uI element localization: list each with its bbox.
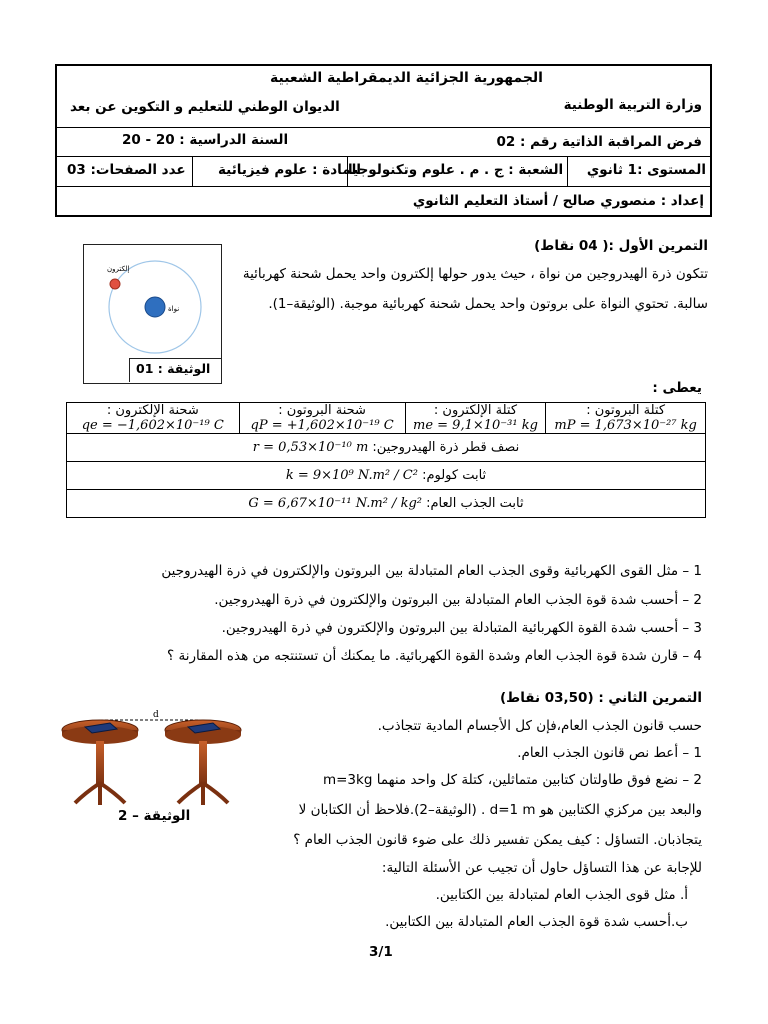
proton-mass-label: كتلة البروتون : (586, 403, 666, 418)
exercise2-title: التمرين الثاني : (03,50 نقاط) (500, 690, 702, 706)
electron-mass-value: me = 9,1×10⁻³¹ kg (413, 418, 538, 433)
exercise1-question-4: 4 – قارن شدة قوة الجذب العام وشدة القوة الكهربائية. ما يمكنك أن تستنتجه من هذه المقارنة ؟ (167, 648, 702, 664)
exercise1-question-1: 1 – مثل القوى الكهربائية وقوى الجذب العام المتبادلة بين البروتون والإلكترون في ذرة الهيدروجين (161, 563, 702, 579)
exercise2-question-2-line2: والبعد بين مركزي الكتابين هو d=1 m . (الوثيقة–2).فلاحظ أن الكتابان لا (298, 802, 702, 818)
page-number: 3/1 (369, 944, 393, 960)
branch: الشعبة : ج . م . علوم وتكنولوجيا (348, 162, 564, 178)
gravity-row (67, 490, 706, 518)
proton-charge-label: شحنة البروتون : (278, 403, 366, 418)
nucleus (145, 297, 165, 317)
figure1-caption: الوثيقة : 01 (136, 361, 211, 376)
electron-mass-label: كتلة الإلكترون : (433, 403, 518, 418)
nucleus-label: نواة (168, 305, 180, 313)
electron-label: إلكترون (107, 265, 130, 273)
level: المستوى :1 ثانوي (586, 162, 706, 178)
gravity-label: ثابت الجذب العام: (426, 496, 524, 511)
coulomb-value: k = 9×10⁹ N.m² / C² (285, 468, 418, 483)
figure-hydrogen-atom (83, 244, 222, 384)
exercise2-sub-a: أ. مثل قوى الجذب العام لمتبادلة بين الكتابين. (435, 887, 688, 903)
right-table (165, 720, 241, 805)
exercise1-text-line2: سالبة. تحتوي النواة على بروتون واحد يحمل شحنة كهربائية موجبة. (الوثيقة–1). (268, 296, 708, 312)
electron (110, 279, 120, 289)
exercise1-question-3: 3 – أحسب شدة القوة الكهربائية المتبادلة بين البروتون والإلكترون في ذرة الهيدروجين. (221, 620, 702, 636)
radius-label: نصف قطر ذرة الهيدروجين: (372, 440, 520, 455)
distance-label: d (153, 710, 159, 720)
electron-charge-cell (67, 403, 240, 434)
exercise1-text-line1: تتكون ذرة الهيدروجين من نواة ، حيث يدور حولها إلكترون واحد يحمل شحنة كهربائية (242, 266, 708, 282)
test-title: فرض المراقبة الذاتية رقم : 02 (496, 134, 702, 150)
electron-charge-label: شحنة الإلكترون : (106, 403, 199, 418)
office-name: الديوان الوطني للتعليم و التكوين عن بعد (70, 99, 340, 115)
exercise1-question-2: 2 – أحسب شدة قوة الجذب العام المتبادلة بين البروتون والإلكترون في ذرة الهيدروجين. (214, 592, 702, 608)
coulomb-label: ثابت كولوم: (422, 468, 487, 483)
figure2-caption: الوثيقة – 2 (118, 808, 191, 824)
author: إعداد : منصوري صالح / أستاذ التعليم الثانوي (412, 193, 704, 209)
proton-mass-value: mP = 1,673×10⁻²⁷ kg (554, 418, 697, 433)
radius-row (67, 434, 706, 462)
subject: المادة : علوم فيزيائية (218, 162, 361, 178)
page-count: عدد الصفحات: 03 (67, 162, 186, 178)
exercise2-question-2-line3: يتجاذبان. التساؤل : كيف يمكن تفسير ذلك على ضوء قانون الجذب العام ؟ (293, 832, 702, 848)
proton-charge-value: qP = +1,602×10⁻¹⁹ C (250, 418, 394, 433)
electron-charge-value: qe = −1,602×10⁻¹⁹ C (81, 418, 224, 433)
exercise2-sub-b: ب.أحسب شدة قوة الجذب العام المتبادلة بين الكتابين. (385, 914, 688, 930)
exercise2-question-1: 1 – أعط نص قانون الجذب العام. (517, 745, 702, 761)
left-table (62, 720, 138, 805)
exercise2-question-2-line1: 2 – نضع فوق طاولتان كتابين متماثلين، كتلة كل واحد منهما m=3kg (322, 772, 702, 788)
gravity-value: G = 6,67×10⁻¹¹ N.m² / kg² (248, 496, 422, 511)
electron-mass-cell (405, 403, 546, 434)
exercise1-title: التمرين الأول :( 04 نقاط) (534, 238, 708, 254)
given-label: يعطى : (652, 380, 702, 396)
coulomb-row (67, 462, 706, 490)
given-constants-table (66, 402, 706, 518)
exercise2-question-2-line4: للإجابة عن هذا التساؤل حاول أن تجيب عن الأسئلة التالية: (381, 860, 702, 876)
proton-mass-cell (546, 403, 706, 434)
proton-charge-cell (239, 403, 405, 434)
exercise2-intro: حسب قانون الجذب العام،فإن كل الأجسام المادية تتجاذب. (377, 718, 702, 734)
school-year: السنة الدراسية : 20 - 20 (122, 132, 289, 148)
ministry-name: وزارة التربية الوطنية (563, 97, 702, 113)
republic-title: الجمهورية الجزائية الديمقراطية الشعبية (270, 70, 543, 86)
radius-value: r = 0,53×10⁻¹⁰ m (252, 440, 369, 455)
